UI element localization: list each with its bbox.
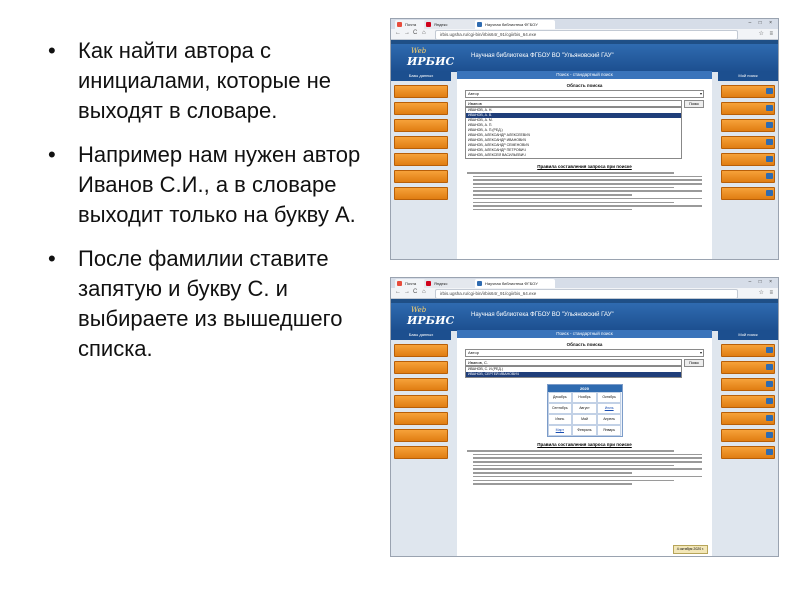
home-icon[interactable]: ⌂ [422, 289, 426, 295]
right-menu-header: Мой поиск [718, 71, 778, 81]
query-input[interactable]: Иванов, С. [465, 359, 682, 366]
left-menu-item[interactable] [394, 136, 448, 149]
text-line [467, 172, 674, 174]
rules-title[interactable]: Правила составления запроса при поиске [537, 442, 632, 447]
tab-label: Почта [405, 281, 417, 286]
suggestion-item[interactable]: ИВАНОВ, АЛЕКСЕЙ ВАСИЛЬЕВИЧ [468, 153, 526, 157]
left-menu-item[interactable] [394, 119, 448, 132]
browser-nav-bar [391, 29, 778, 40]
arrow-icon [766, 381, 773, 387]
calendar-month: Декабрь [548, 392, 573, 403]
reload-icon[interactable]: C [413, 30, 418, 36]
calendar-month: Январь [597, 425, 622, 436]
calendar-month-link[interactable]: Март [548, 425, 573, 436]
browser-tab-active[interactable] [475, 20, 555, 29]
query-row [465, 359, 704, 366]
text-line [473, 209, 632, 211]
select-value: Автор [468, 91, 479, 96]
left-menu-item[interactable] [394, 102, 448, 115]
query-row [465, 100, 704, 107]
arrow-icon [766, 173, 773, 179]
query-input[interactable]: Иванов [465, 100, 682, 107]
suggestion-dropdown [465, 107, 682, 159]
right-menu-item[interactable] [721, 136, 775, 149]
tab-label: Почта [405, 22, 417, 27]
text-line [467, 450, 674, 452]
site-header [391, 303, 778, 331]
left-menu [391, 330, 451, 459]
arrow-icon [766, 139, 773, 145]
home-icon[interactable]: ⌂ [422, 30, 426, 36]
bullet-text: После фамилии ставите запятую и букву С. и выбираете из вышедшего списка. [78, 246, 343, 361]
left-menu-header: Базы данных [391, 330, 451, 340]
text-line [473, 457, 702, 459]
suggestion-item[interactable]: ИВАНОВ, С. И.(РЕД.) [468, 367, 503, 371]
left-menu-item[interactable] [394, 85, 448, 98]
calendar-month: Февраль [572, 425, 597, 436]
text-line [473, 480, 674, 482]
right-menu-item[interactable] [721, 446, 775, 459]
yandex-icon [426, 281, 431, 286]
right-menu-header: Мой поиск [718, 330, 778, 340]
text-line [473, 194, 632, 196]
reload-icon[interactable]: C [413, 289, 418, 295]
arrow-icon [766, 190, 773, 196]
bullet-item [44, 36, 374, 126]
site-title: Научная библиотека ФГБОУ ВО "Ульяновский ГАУ" [471, 312, 614, 318]
browser-tab-active[interactable] [475, 279, 555, 288]
left-menu-item[interactable] [394, 153, 448, 166]
right-menu-item[interactable] [721, 187, 775, 200]
right-menu-item[interactable] [721, 344, 775, 357]
logo-web: Web [411, 306, 427, 314]
calendar-year: 2020 [548, 385, 622, 392]
right-menu [718, 71, 778, 200]
logo-web: Web [411, 47, 427, 55]
forward-icon[interactable]: → [404, 30, 410, 36]
text-line [473, 176, 702, 178]
left-menu-item[interactable] [394, 429, 448, 442]
search-field-select[interactable] [465, 349, 704, 357]
text-line [473, 468, 702, 470]
right-menu-item[interactable] [721, 102, 775, 115]
calendar-grid [548, 392, 622, 436]
browser-nav-bar [391, 288, 778, 299]
irbis-logo [405, 46, 455, 70]
arrow-icon [766, 449, 773, 455]
suggestion-item-highlighted[interactable]: ИВАНОВ, А. В. [466, 113, 681, 118]
text-line [473, 187, 674, 189]
search-button[interactable]: Поиск [684, 100, 704, 108]
left-menu [391, 71, 451, 200]
tab-label: Яндекс [434, 281, 448, 286]
site-icon [477, 22, 482, 27]
chevron-down-icon: ▾ [699, 91, 702, 96]
search-panel-header: Поиск - стандартный поиск [457, 330, 712, 338]
rules-text [467, 172, 702, 210]
left-menu-item[interactable] [394, 412, 448, 425]
left-menu-item[interactable] [394, 344, 448, 357]
address-bar[interactable]: irbis.ugsha.ru/cgi-bin/irbis64r_91/cgiirbis_64.exe [435, 30, 738, 40]
right-menu [718, 330, 778, 459]
suggestion-item-highlighted[interactable]: ИВАНОВ, СЕРГЕЙ ИВАНОВИЧ [466, 372, 681, 377]
browser-screenshot-initials [390, 277, 779, 557]
calendar-month: Сентябрь [548, 403, 573, 414]
right-menu-item[interactable] [721, 361, 775, 374]
suggestion-item[interactable]: ИВАНОВ, А. Н. [468, 108, 493, 112]
bullet-marker: • [48, 38, 56, 63]
mail-icon [397, 281, 402, 286]
site-header [391, 44, 778, 72]
search-area-caption: Область поиска [566, 83, 603, 88]
suggestion-item[interactable]: ИВАНОВ, АЛЕКСАНДР ПЕТРОВИЧ [468, 148, 526, 152]
select-value: Автор [468, 350, 479, 355]
window-controls[interactable]: – □ × [748, 279, 775, 285]
suggestion-item[interactable]: ИВАНОВ, АЛЕКСАНДР АЛЕКСЕЕВИЧ [468, 133, 531, 137]
left-menu-item[interactable] [394, 395, 448, 408]
text-line [473, 472, 632, 474]
status-date: 4 октября 2020 г. [673, 545, 708, 554]
mail-icon [397, 22, 402, 27]
text-line [473, 483, 632, 485]
site-title: Научная библиотека ФГБОУ ВО "Ульяновский ГАУ" [471, 53, 614, 59]
tab-label: Научная библиотека ФГБОУ [485, 22, 538, 27]
window-controls[interactable]: – □ × [748, 20, 775, 26]
rules-text [467, 450, 702, 485]
calendar-month: Апрель [597, 414, 622, 425]
slide-bullet-list [44, 36, 374, 378]
arrow-icon [766, 156, 773, 162]
suggestion-item[interactable]: ИВАНОВ, АЛЕКСАНДР СЕМЕНОВИЧ [468, 143, 530, 147]
right-menu-item[interactable] [721, 412, 775, 425]
search-panel [457, 330, 712, 556]
arrow-icon [766, 398, 773, 404]
arrow-icon [766, 364, 773, 370]
browser-screenshot-dictionary [390, 18, 779, 260]
bullet-text: Например нам нужен автор Иванов С.И., а в словаре выходит только на букву А. [78, 142, 361, 227]
search-field-select[interactable] [465, 90, 704, 98]
tab-label: Научная библиотека ФГБОУ [485, 281, 538, 286]
yandex-icon [426, 22, 431, 27]
back-icon[interactable]: ← [395, 289, 401, 295]
toolbar-icons[interactable]: ☆ ≡ [758, 31, 775, 37]
bullet-item [44, 244, 374, 364]
bullet-item [44, 140, 374, 230]
calendar-month: Май [572, 414, 597, 425]
text-line [473, 202, 674, 204]
bullet-marker: • [48, 142, 56, 167]
calendar-month: Ноябрь [572, 392, 597, 403]
left-menu-item[interactable] [394, 378, 448, 391]
text-line [473, 198, 702, 200]
logo-irbis: ИРБИС [407, 55, 455, 68]
left-menu-header: Базы данных [391, 71, 451, 81]
text-line [473, 179, 702, 181]
suggestion-item[interactable]: ИВАНОВ, А. П.(РЕД.) [468, 128, 503, 132]
suggestion-item[interactable]: ИВАНОВ, АЛЕКСАНДР ИВАНОВИЧ [468, 138, 527, 142]
arrow-icon [766, 432, 773, 438]
suggestion-item[interactable]: ИВАНОВ, А. П. [468, 123, 493, 127]
search-panel-header: Поиск - стандартный поиск [457, 71, 712, 79]
bullet-text: Как найти автора с инициалами, которые не выходят в словаре. [78, 38, 332, 123]
search-panel [457, 71, 712, 259]
text-line [473, 465, 674, 467]
left-menu-item[interactable] [394, 170, 448, 183]
calendar-month: Август [572, 403, 597, 414]
arrow-icon [766, 105, 773, 111]
chevron-down-icon: ▾ [699, 350, 702, 355]
left-menu-item[interactable] [394, 361, 448, 374]
text-line [473, 476, 702, 478]
site-icon [477, 281, 482, 286]
text-line [473, 205, 702, 207]
arrow-icon [766, 88, 773, 94]
search-button[interactable]: Поиск [684, 359, 704, 367]
calendar-month: Октябрь [597, 392, 622, 403]
rules-title[interactable]: Правила составления запроса при поиске [537, 164, 632, 169]
right-menu-item[interactable] [721, 85, 775, 98]
text-line [473, 190, 702, 192]
irbis-logo [405, 305, 455, 329]
left-menu-item[interactable] [394, 187, 448, 200]
calendar-month: Июнь [548, 414, 573, 425]
address-bar[interactable]: irbis.ugsha.ru/cgi-bin/irbis64r_91/cgiirbis_64.exe [435, 289, 738, 299]
browser-tab-bar [391, 19, 778, 29]
logo-irbis: ИРБИС [407, 314, 455, 327]
right-menu-item[interactable] [721, 170, 775, 183]
suggestion-item[interactable]: ИВАНОВ, А. М. [468, 118, 493, 122]
right-menu-item[interactable] [721, 395, 775, 408]
tab-label: Яндекс [434, 22, 448, 27]
right-menu-item[interactable] [721, 119, 775, 132]
arrow-icon [766, 347, 773, 353]
search-area-caption: Область поиска [566, 342, 603, 347]
right-menu-item[interactable] [721, 378, 775, 391]
arrow-icon [766, 122, 773, 128]
suggestion-dropdown [465, 366, 682, 378]
right-menu-item[interactable] [721, 429, 775, 442]
back-icon[interactable]: ← [395, 30, 401, 36]
text-line [473, 183, 702, 185]
right-menu-item[interactable] [721, 153, 775, 166]
text-line [473, 461, 702, 463]
arrow-icon [766, 415, 773, 421]
left-menu-item[interactable] [394, 446, 448, 459]
toolbar-icons[interactable]: ☆ ≡ [758, 290, 775, 296]
bullet-marker: • [48, 246, 56, 271]
text-line [473, 454, 702, 456]
forward-icon[interactable]: → [404, 289, 410, 295]
calendar-month-link[interactable]: Июль [597, 403, 622, 414]
calendar [547, 384, 623, 437]
browser-tab-bar [391, 278, 778, 288]
